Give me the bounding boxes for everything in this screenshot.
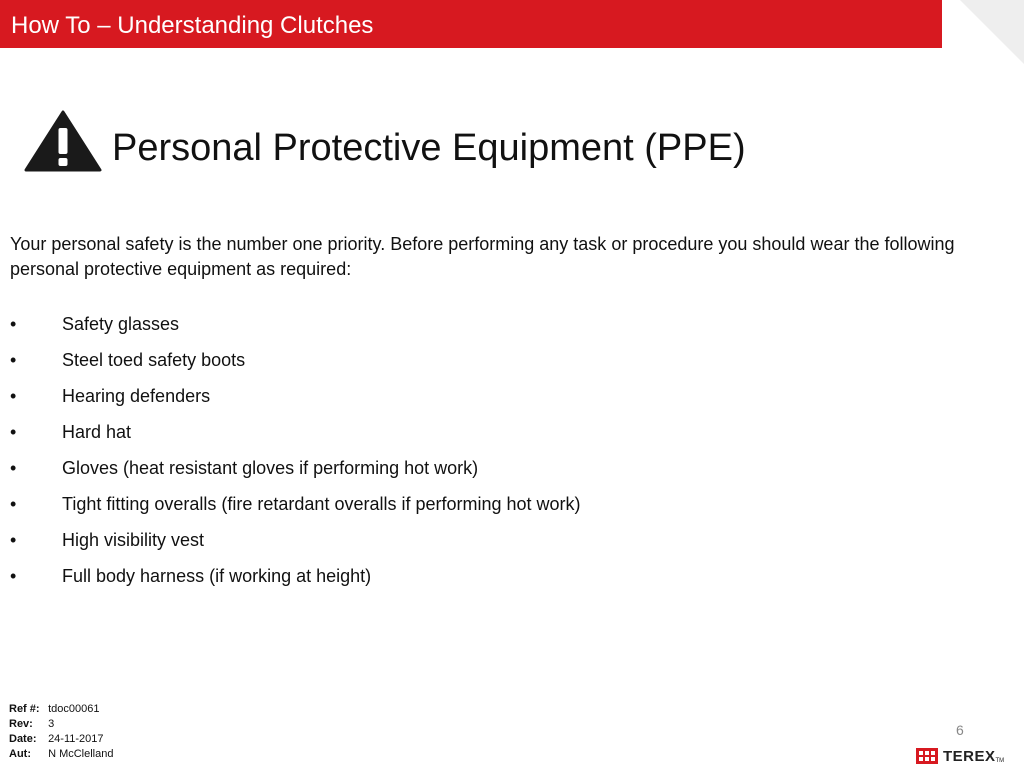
warning-icon — [24, 110, 102, 172]
bullet-icon: • — [10, 314, 17, 334]
terex-logo-icon — [916, 748, 938, 764]
bullet-icon: • — [10, 530, 17, 550]
author-row — [9, 747, 113, 762]
ref-value: tdoc00061 — [48, 703, 100, 715]
page-number: 6 — [956, 722, 964, 738]
slide-title: Personal Protective Equipment (PPE) — [112, 127, 746, 169]
list-item-text: Full body harness (if working at height) — [62, 566, 372, 586]
rev-row — [9, 717, 113, 732]
bullet-icon: • — [10, 566, 17, 586]
bullet-icon: • — [10, 350, 17, 370]
ref-row — [9, 702, 113, 717]
header-bar — [0, 0, 942, 48]
date-value: 24-11-2017 — [48, 733, 104, 745]
list-item-text: Hard hat — [62, 422, 132, 442]
list-item-text: Hearing defenders — [62, 386, 211, 406]
author-label: Aut: — [9, 748, 31, 760]
logo-trademark: TM — [995, 758, 1005, 764]
bullet-icon: • — [10, 386, 17, 406]
list-item-text: Steel toed safety boots — [62, 350, 246, 370]
rev-label: Rev: — [9, 718, 33, 730]
list-item-text: Safety glasses — [62, 314, 180, 334]
date-label: Date: — [9, 733, 37, 745]
terex-logo — [916, 748, 1004, 764]
header-title: How To – Understanding Clutches — [11, 12, 374, 39]
bullet-icon: • — [10, 422, 17, 442]
date-row — [9, 732, 113, 747]
logo-text: TEREX — [943, 747, 996, 765]
list-item-text: Tight fitting overalls (fire retardant overalls if performing hot work) — [62, 494, 581, 514]
intro-paragraph: Your personal safety is the number one priority. Before performing any task or procedure you should wear the following personal protective equipment as required: — [10, 234, 955, 279]
bullet-icon: • — [10, 458, 17, 478]
bullet-icon: • — [10, 494, 17, 514]
list-item-text: Gloves (heat resistant gloves if performing hot work) — [62, 458, 479, 478]
page-curl-decoration — [960, 0, 1024, 64]
ref-label: Ref #: — [9, 703, 40, 715]
author-value: N McClelland — [48, 748, 114, 760]
rev-value: 3 — [48, 718, 55, 730]
list-item-text: High visibility vest — [62, 530, 205, 550]
document-meta — [9, 702, 113, 762]
